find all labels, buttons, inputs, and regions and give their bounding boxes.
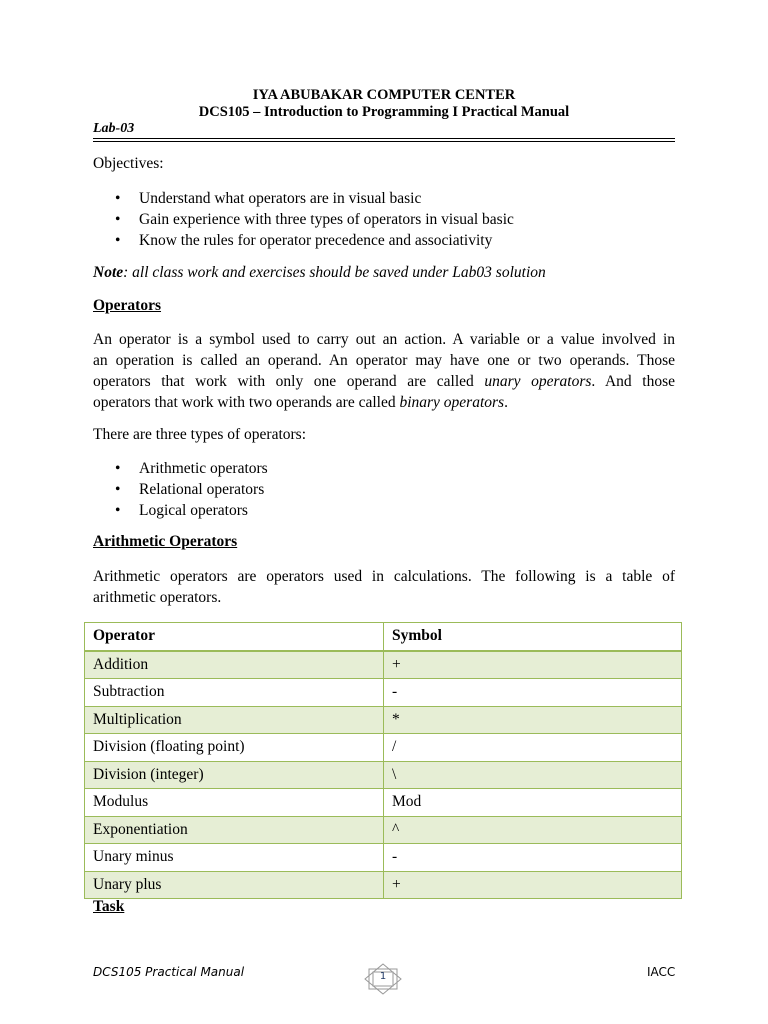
table-row	[85, 789, 682, 817]
table-row	[85, 679, 682, 707]
note-text: : all class work and exercises should be saved under Lab03 solution	[123, 264, 546, 281]
cell: Unary plus	[85, 871, 384, 899]
cell: Exponentiation	[85, 816, 384, 844]
table-row	[85, 706, 682, 734]
types-intro: There are three types of operators:	[93, 426, 307, 443]
text: .	[504, 394, 508, 411]
list-item: • Understand what operators are in visual basic	[115, 188, 514, 209]
cell: /	[384, 734, 682, 762]
footer-right: IACC	[647, 965, 676, 979]
text-line: Arithmetic operators are operators used in calculations. The following is a table of	[93, 568, 675, 585]
cell: -	[384, 844, 682, 872]
cell: Addition	[85, 651, 384, 679]
operators-heading: Operators	[93, 297, 162, 314]
cell: Division (integer)	[85, 761, 384, 789]
table-row	[85, 761, 682, 789]
note-label: Note	[93, 264, 124, 281]
list-item: • Relational operators	[115, 479, 268, 500]
text: . And those	[591, 373, 675, 390]
cell: ^	[384, 816, 682, 844]
objectives-list	[115, 188, 514, 251]
page-number: 1	[379, 971, 387, 982]
text-line: An operator is a symbol used to carry out an action. A variable or a value involved in	[93, 331, 675, 348]
types-list	[115, 458, 268, 521]
cell: Subtraction	[85, 679, 384, 707]
cell: +	[384, 871, 682, 899]
note	[93, 264, 546, 282]
header-rule	[93, 138, 675, 139]
table-row	[85, 734, 682, 762]
list-item: • Know the rules for operator precedence and associativity	[115, 230, 514, 251]
table-row	[85, 816, 682, 844]
cell: Multiplication	[85, 706, 384, 734]
footer-left: DCS105 Practical Manual	[93, 965, 245, 979]
column-header: Operator	[85, 623, 384, 651]
operators-paragraph	[93, 329, 675, 413]
arithmetic-paragraph	[93, 566, 675, 608]
table-row	[85, 871, 682, 899]
objectives-title: Objectives:	[93, 155, 164, 172]
text: operators that work with two operands are called	[93, 394, 400, 411]
cell: Division (floating point)	[85, 734, 384, 762]
list-item: • Gain experience with three types of operators in visual basic	[115, 209, 514, 230]
cell: Unary minus	[85, 844, 384, 872]
list-item: • Arithmetic operators	[115, 458, 268, 479]
arithmetic-heading: Arithmetic Operators	[93, 533, 238, 550]
cell: +	[384, 651, 682, 679]
list-item: • Logical operators	[115, 500, 268, 521]
cell: \	[384, 761, 682, 789]
term-binary: binary operators	[399, 394, 505, 411]
table-row	[85, 651, 682, 679]
cell: Modulus	[85, 789, 384, 817]
table-header-row	[85, 623, 682, 651]
task-heading: Task	[93, 898, 125, 915]
lab-label: Lab-03	[93, 121, 135, 136]
cell: Mod	[384, 789, 682, 817]
page-number-badge	[364, 963, 402, 995]
header-rule	[93, 141, 675, 142]
text-line	[93, 371, 675, 392]
cell: -	[384, 679, 682, 707]
text: operators that work with only one operand are called	[93, 373, 485, 390]
text-line: an operation is called an operand. An operator may have one or two operands. Those	[93, 352, 675, 369]
text-line: arithmetic operators.	[93, 589, 222, 606]
column-header: Symbol	[384, 623, 682, 651]
text-line	[93, 392, 675, 413]
arithmetic-operators-table	[84, 622, 682, 899]
table-row	[85, 844, 682, 872]
term-unary: unary operators	[484, 373, 592, 390]
header-title: IYA ABUBAKAR COMPUTER CENTER	[252, 87, 516, 103]
header-subtitle: DCS105 – Introduction to Programming I Practical Manual	[198, 104, 570, 120]
cell: *	[384, 706, 682, 734]
